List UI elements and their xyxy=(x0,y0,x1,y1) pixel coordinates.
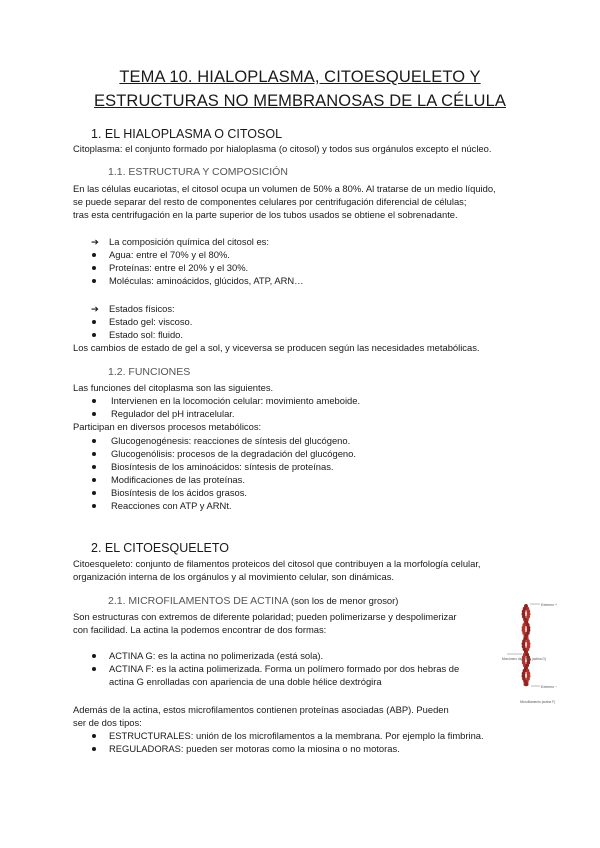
section-2-heading: 2. EL CITOESQUELETO xyxy=(91,541,230,555)
page-title-line-1: TEMA 10. HIALOPLASMA, CITOESQUELETO Y xyxy=(119,68,481,86)
list-item: Glucogenogénesis: reacciones de síntesis del glucógeno. xyxy=(111,435,351,446)
bullet-icon xyxy=(92,654,96,658)
bullet-icon xyxy=(92,734,96,738)
paragraph-line: con facilidad. La actina la podemos encontrar de dos formas: xyxy=(73,624,327,635)
subsection-2-1-note: (son los de menor grosor) xyxy=(291,595,399,606)
list-item: REGULADORAS: pueden ser motoras como la miosina o no motoras. xyxy=(109,743,400,754)
paragraph-line: Son estructuras con extremos de diferente polaridad; pueden polimerizarse y despolimerizar xyxy=(73,611,457,622)
list-item: Intervienen en la locomoción celular: movimiento ameboide. xyxy=(111,395,361,406)
label-microfilament: Microfilamento (actina F) xyxy=(520,700,556,704)
subsection-1-1-heading: 1.1. ESTRUCTURA Y COMPOSICIÓN xyxy=(108,166,288,178)
list-item: Estado sol: fluido. xyxy=(109,329,184,340)
arrow-icon: ➔ xyxy=(91,303,99,314)
subsection-1-2-heading: 1.2. FUNCIONES xyxy=(108,366,191,378)
bullet-icon xyxy=(92,412,96,416)
paragraph-line: tras esta centrifugación en la parte superior de los tubos usados se obtiene el sobrenadante. xyxy=(73,209,458,220)
citoplasma-definition: Citoplasma: el conjunto formado por hialoplasma (o citosol) y todos sus orgánulos excepto el núcleo. xyxy=(73,143,492,154)
list-item: ESTRUCTURALES: unión de los microfilamentos a la membrana. Por ejemplo la fimbrina. xyxy=(109,730,484,741)
list-item: Agua: entre el 70% y el 80%. xyxy=(109,249,230,260)
paragraph-line: ser de dos tipos: xyxy=(73,717,142,728)
label-monomer: Monómero de actina (actina G) xyxy=(502,657,546,661)
list-item-continuation: actina G enrolladas con apariencia de una doble hélice dextrógira xyxy=(109,676,382,687)
list-item: Glucogenólisis: procesos de la degradación del glucógeno. xyxy=(111,448,356,459)
actin-filament-figure xyxy=(500,598,564,708)
bullet-icon xyxy=(92,452,96,456)
actin-monomer-bead xyxy=(525,682,529,686)
page-title-line-2: ESTRUCTURAS NO MEMBRANOSAS DE LA CÉLULA xyxy=(94,92,506,110)
metabolic-intro: Participan en diversos procesos metabólicos: xyxy=(73,421,262,432)
arrow-icon: ➔ xyxy=(91,236,99,247)
bullet-icon xyxy=(92,667,96,671)
list-item: Regulador del pH intracelular. xyxy=(111,408,235,419)
bullet-icon xyxy=(92,439,96,443)
label-plus-end: Extremo + xyxy=(541,603,558,607)
states-intro: Estados físicos: xyxy=(109,303,175,314)
bullet-icon xyxy=(92,465,96,469)
subsection-2-1-title: 2.1. MICROFILAMENTOS DE ACTINA xyxy=(108,595,289,607)
bullet-icon xyxy=(92,504,96,508)
states-note: Los cambios de estado de gel a sol, y viceversa se producen según las necesidades metabólicas. xyxy=(73,342,480,353)
list-item: ACTINA F: es la actina polimerizada. Forma un polímero formado por dos hebras de xyxy=(109,663,460,674)
composition-intro: La composición química del citosol es: xyxy=(109,236,269,247)
bullet-icon xyxy=(92,478,96,482)
list-item: ACTINA G: es la actina no polimerizada (está sola). xyxy=(109,650,324,661)
label-minus-end: Extremo − xyxy=(541,685,558,689)
paragraph-line: organización interna de los orgánulos y al movimiento celular, son dinámicas. xyxy=(73,571,395,582)
list-item: Modificaciones de las proteínas. xyxy=(111,474,245,485)
bullet-icon xyxy=(92,333,96,337)
bullet-icon xyxy=(92,747,96,751)
actin-filament-beads xyxy=(522,604,531,686)
bullet-icon xyxy=(92,253,96,257)
bullet-icon xyxy=(92,320,96,324)
list-item: Biosíntesis de los ácidos grasos. xyxy=(111,487,248,498)
subsection-2-1-heading xyxy=(108,595,398,607)
bullet-icon xyxy=(92,279,96,283)
paragraph-line: se puede separar del resto de componentes celulares por centrifugación diferencial de células; xyxy=(73,196,467,207)
paragraph-line: En las células eucariotas, el citosol ocupa un volumen de 50% a 80%. Al tratarse de un medio líquido, xyxy=(73,183,496,194)
paragraph-line: Además de la actina, estos microfilamentos contienen proteínas asociadas (ABP). Pueden xyxy=(73,704,449,715)
bullet-icon xyxy=(92,266,96,270)
list-item: Biosíntesis de los aminoácidos: síntesis de proteínas. xyxy=(111,461,334,472)
list-item: Reacciones con ATP y ARNt. xyxy=(111,500,232,511)
bullet-icon xyxy=(92,491,96,495)
bullet-icon xyxy=(92,399,96,403)
list-item: Proteínas: entre el 20% y el 30%. xyxy=(109,262,249,273)
list-item: Estado gel: viscoso. xyxy=(109,316,193,327)
paragraph-line: Citoesqueleto: conjunto de filamentos proteicos del citosol que contribuyen a la morfología celular, xyxy=(73,558,481,569)
functions-intro: Las funciones del citoplasma son las siguientes. xyxy=(73,382,274,393)
section-1-heading: 1. EL HIALOPLASMA O CITOSOL xyxy=(91,127,283,141)
list-item: Moléculas: aminoácidos, glúcidos, ATP, ARN… xyxy=(109,275,304,286)
